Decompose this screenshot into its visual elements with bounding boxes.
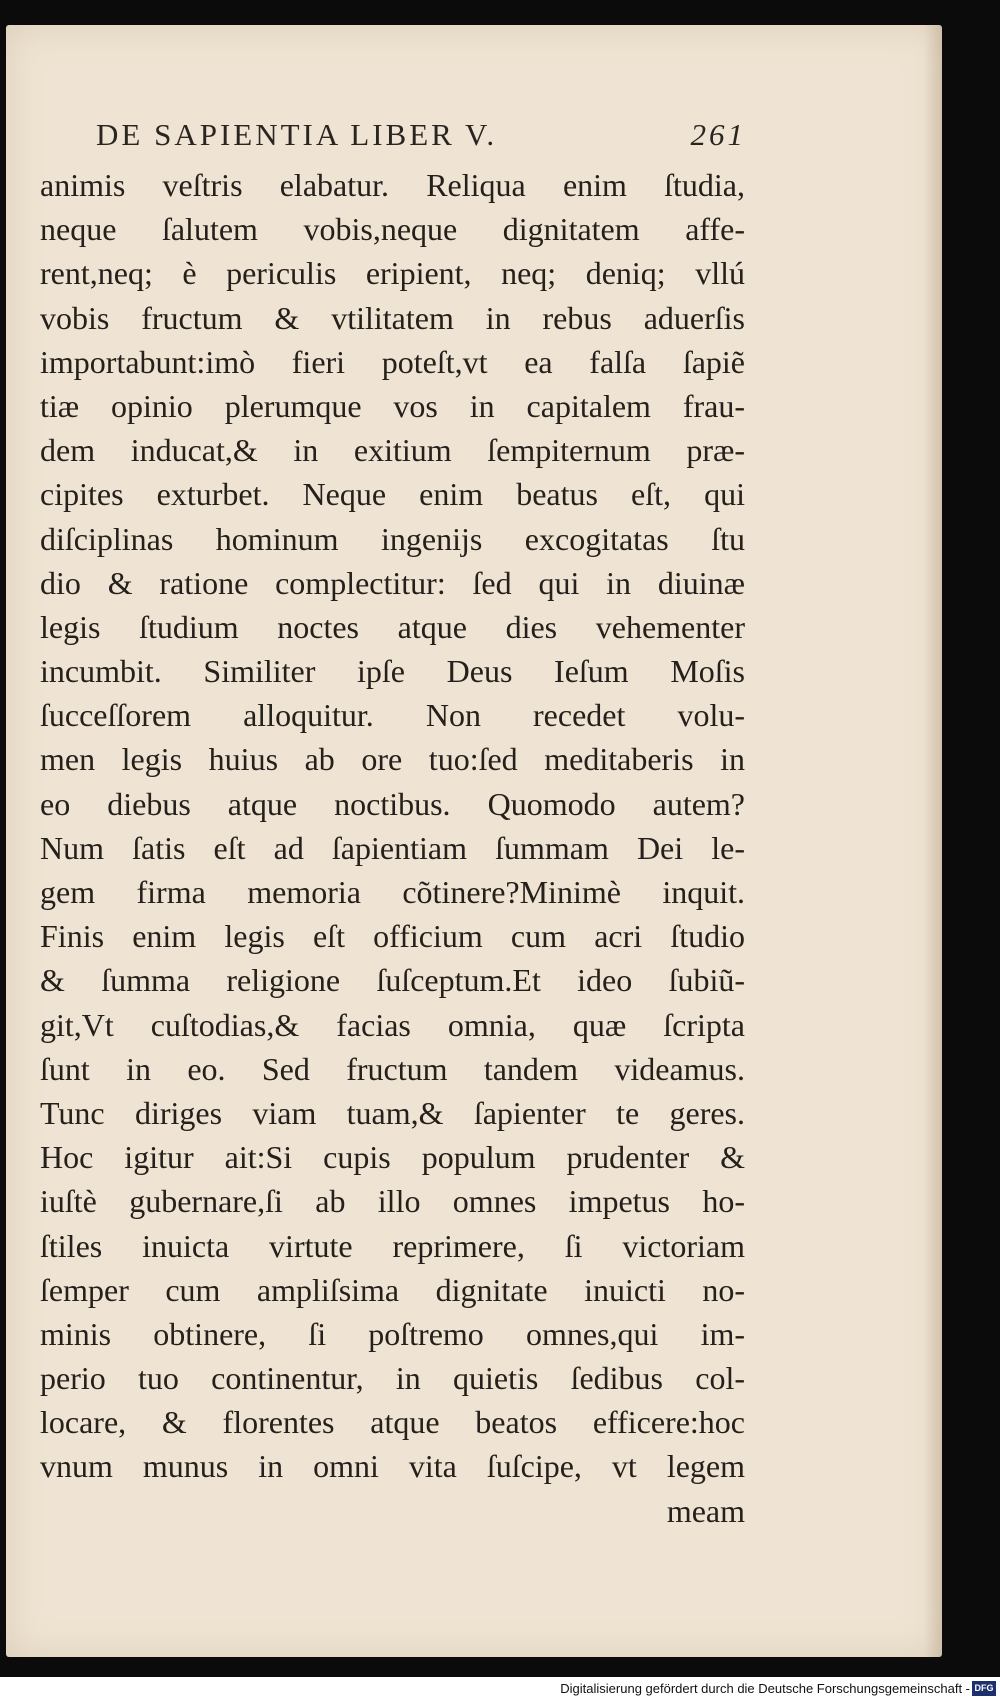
catchword: meam xyxy=(666,1492,745,1529)
text-line: ſtiles inuicta virtute reprimere, ſi victoriam xyxy=(40,1227,745,1264)
text-line: animis veſtris elabatur. Reliqua enim ſtudia, xyxy=(40,167,745,203)
text-line: cipites exturbet. Neque enim beatus eſt, qui xyxy=(40,476,745,513)
text-line: iuſtè gubernare,ſi ab illo omnes impetus ho- xyxy=(40,1183,745,1220)
text-line: git,Vt cuſtodias,& facias omnia, quæ ſcripta xyxy=(40,1006,745,1043)
book-page xyxy=(6,25,942,1657)
text-line: men legis huius ab ore tuo:ſed meditaberis in xyxy=(40,741,745,778)
text-line: Hoc igitur ait:Si cupis populum prudenter & xyxy=(40,1139,745,1176)
text-line: dio & ratione complectitur: ſed qui in diuinæ xyxy=(40,564,745,601)
text-line: Tunc diriges viam tuam,& ſapienter te geres. xyxy=(40,1094,745,1131)
text-line: dem inducat,& in exitium ſempiternum præ- xyxy=(40,432,745,469)
text-line: locare, & florentes atque beatos efficere:hoc xyxy=(40,1404,745,1441)
text-line: Finis enim legis eſt officium cum acri ſtudio xyxy=(40,918,745,955)
dfg-logo: DFG xyxy=(972,1681,996,1696)
text-line: ſunt in eo. Sed fructum tandem videamus. xyxy=(40,1050,745,1087)
running-head xyxy=(86,117,746,157)
text-line: neque ſalutem vobis,neque dignitatem affe- xyxy=(40,211,745,248)
digitization-footer xyxy=(0,1677,1000,1701)
text-line: importabunt:imò fieri poteſt,vt ea falſa ſapiẽ xyxy=(40,343,745,380)
funding-credit: Digitalisierung gefördert durch die Deutsche Forschungsgemeinschaft - xyxy=(560,1681,970,1696)
text-line: rent,neq; è periculis eripient, neq; deniq; vllú xyxy=(40,255,745,292)
text-line: & ſumma religione ſuſceptum.Et ideo ſubiũ- xyxy=(40,962,745,999)
text-line: ſucceſſorem alloquitur. Non recedet volu- xyxy=(40,697,745,734)
text-line: legis ſtudium noctes atque dies vehementer xyxy=(40,608,745,645)
body-text xyxy=(40,163,745,1533)
text-line: vnum munus in omni vita ſuſcipe, vt legem xyxy=(40,1448,745,1485)
running-title: DE SAPIENTIA LIBER V. xyxy=(96,117,498,152)
text-line: minis obtinere, ſi poſtremo omnes,qui im- xyxy=(40,1315,745,1352)
text-line: diſciplinas hominum ingenijs excogitatas ſtu xyxy=(40,520,745,557)
text-line: gem firma memoria cõtinere?Minimè inquit. xyxy=(40,874,745,910)
text-line: eo diebus atque noctibus. Quomodo autem? xyxy=(40,785,745,822)
text-line: perio tuo continentur, in quietis ſedibus col- xyxy=(40,1360,745,1397)
text-line: incumbit. Similiter ipſe Deus Ieſum Moſis xyxy=(40,653,745,690)
page-number: 261 xyxy=(690,117,746,152)
text-line: vobis fructum & vtilitatem in rebus aduerſis xyxy=(40,299,745,336)
text-line: Num ſatis eſt ad ſapientiam ſummam Dei le- xyxy=(40,829,745,866)
text-line: tiæ opinio plerumque vos in capitalem frau- xyxy=(40,387,745,424)
text-line: ſemper cum ampliſsima dignitate inuicti no- xyxy=(40,1271,745,1308)
